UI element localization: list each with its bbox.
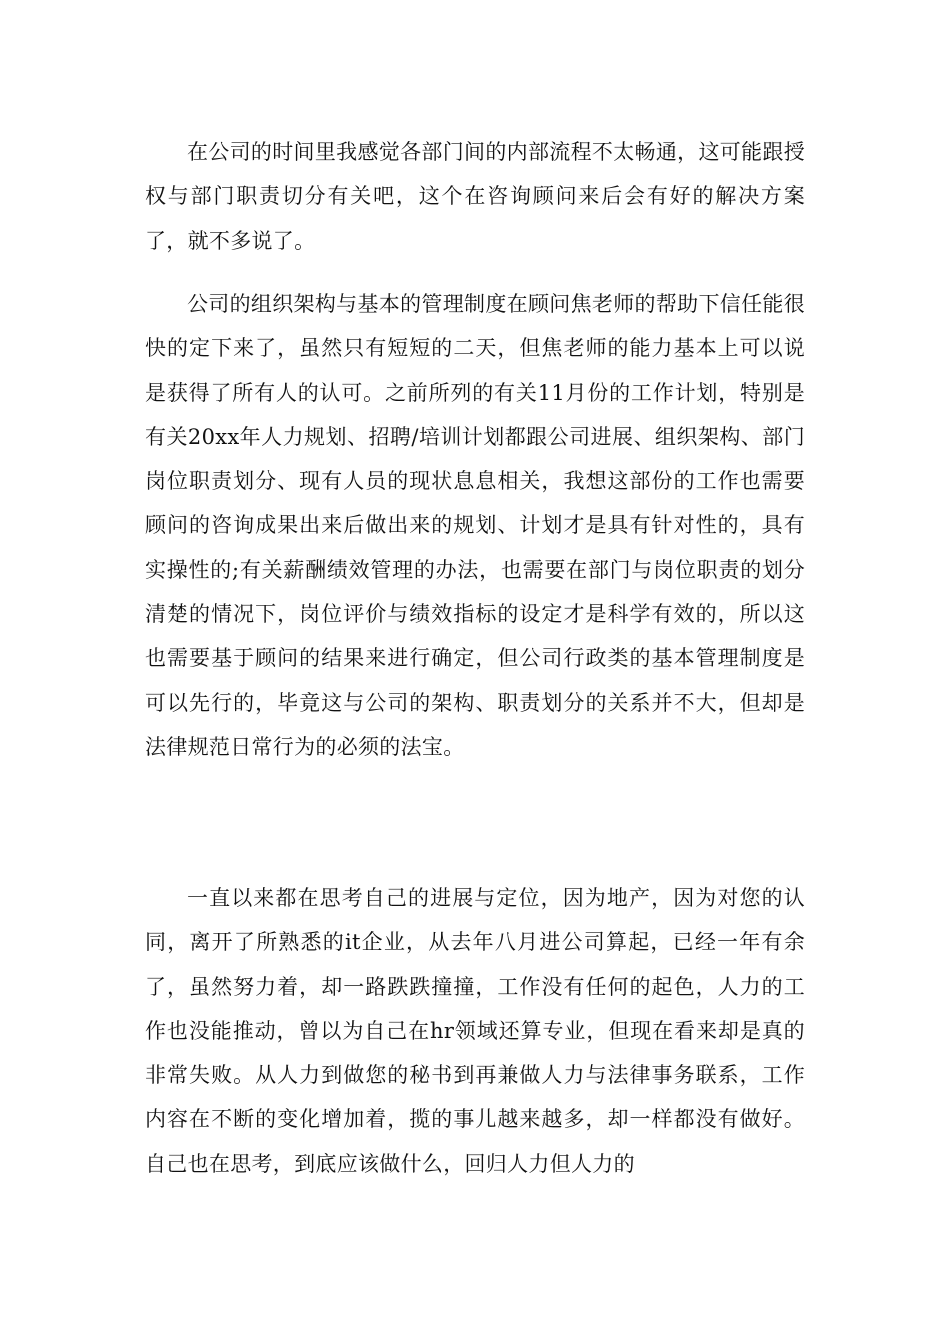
body-paragraph: 一直以来都在思考自己的进展与定位，因为地产，因为对您的认同，离开了所熟悉的it企业，从去年八月进公司算起，已经一年有余了，虽然努力着，却一路跌跌撞撞，工作没有任何的起色，人力的工作也没能推动，曾以为自己在hr领域还算专业，但现在看来却是真的非常失败。从人力到做您的秘书到再兼做人力与法律事务联系，工作内容在不断的变化增加着，揽的事儿越来越多，却一样都没有做好。自己也在思考，到底应该做什么，回归人力但人力的 <box>145 886 805 1176</box>
body-paragraph: 在公司的时间里我感觉各部门间的内部流程不太畅通，这可能跟授权与部门职责切分有关吧，这个在咨询顾问来后会有好的解决方案了，就不多说了。 <box>145 140 805 253</box>
body-paragraph: 公司的组织架构与基本的管理制度在顾问焦老师的帮助下信任能很快的定下来了，虽然只有短短的二天，但焦老师的能力基本上可以说是获得了所有人的认可。之前所列的有关11月份的工作计划，特别是有关20xx年人力规划、招聘/培训计划都跟公司进展、组织架构、部门岗位职责划分、现有人员的现状息息相关，我想这部份的工作也需要顾问的咨询成果出来后做出来的规划、计划才是具有针对性的，具有实操性的;有关薪酬绩效管理的办法，也需要在部门与岗位职责的划分清楚的情况下，岗位评价与绩效指标的设定才是科学有效的，所以这也需要基于顾问的结果来进行确定，但公司行政类的基本管理制度是可以先行的，毕竟这与公司的架构、职责划分的关系并不大，但却是法律规范日常行为的必须的法宝。 <box>145 292 805 759</box>
